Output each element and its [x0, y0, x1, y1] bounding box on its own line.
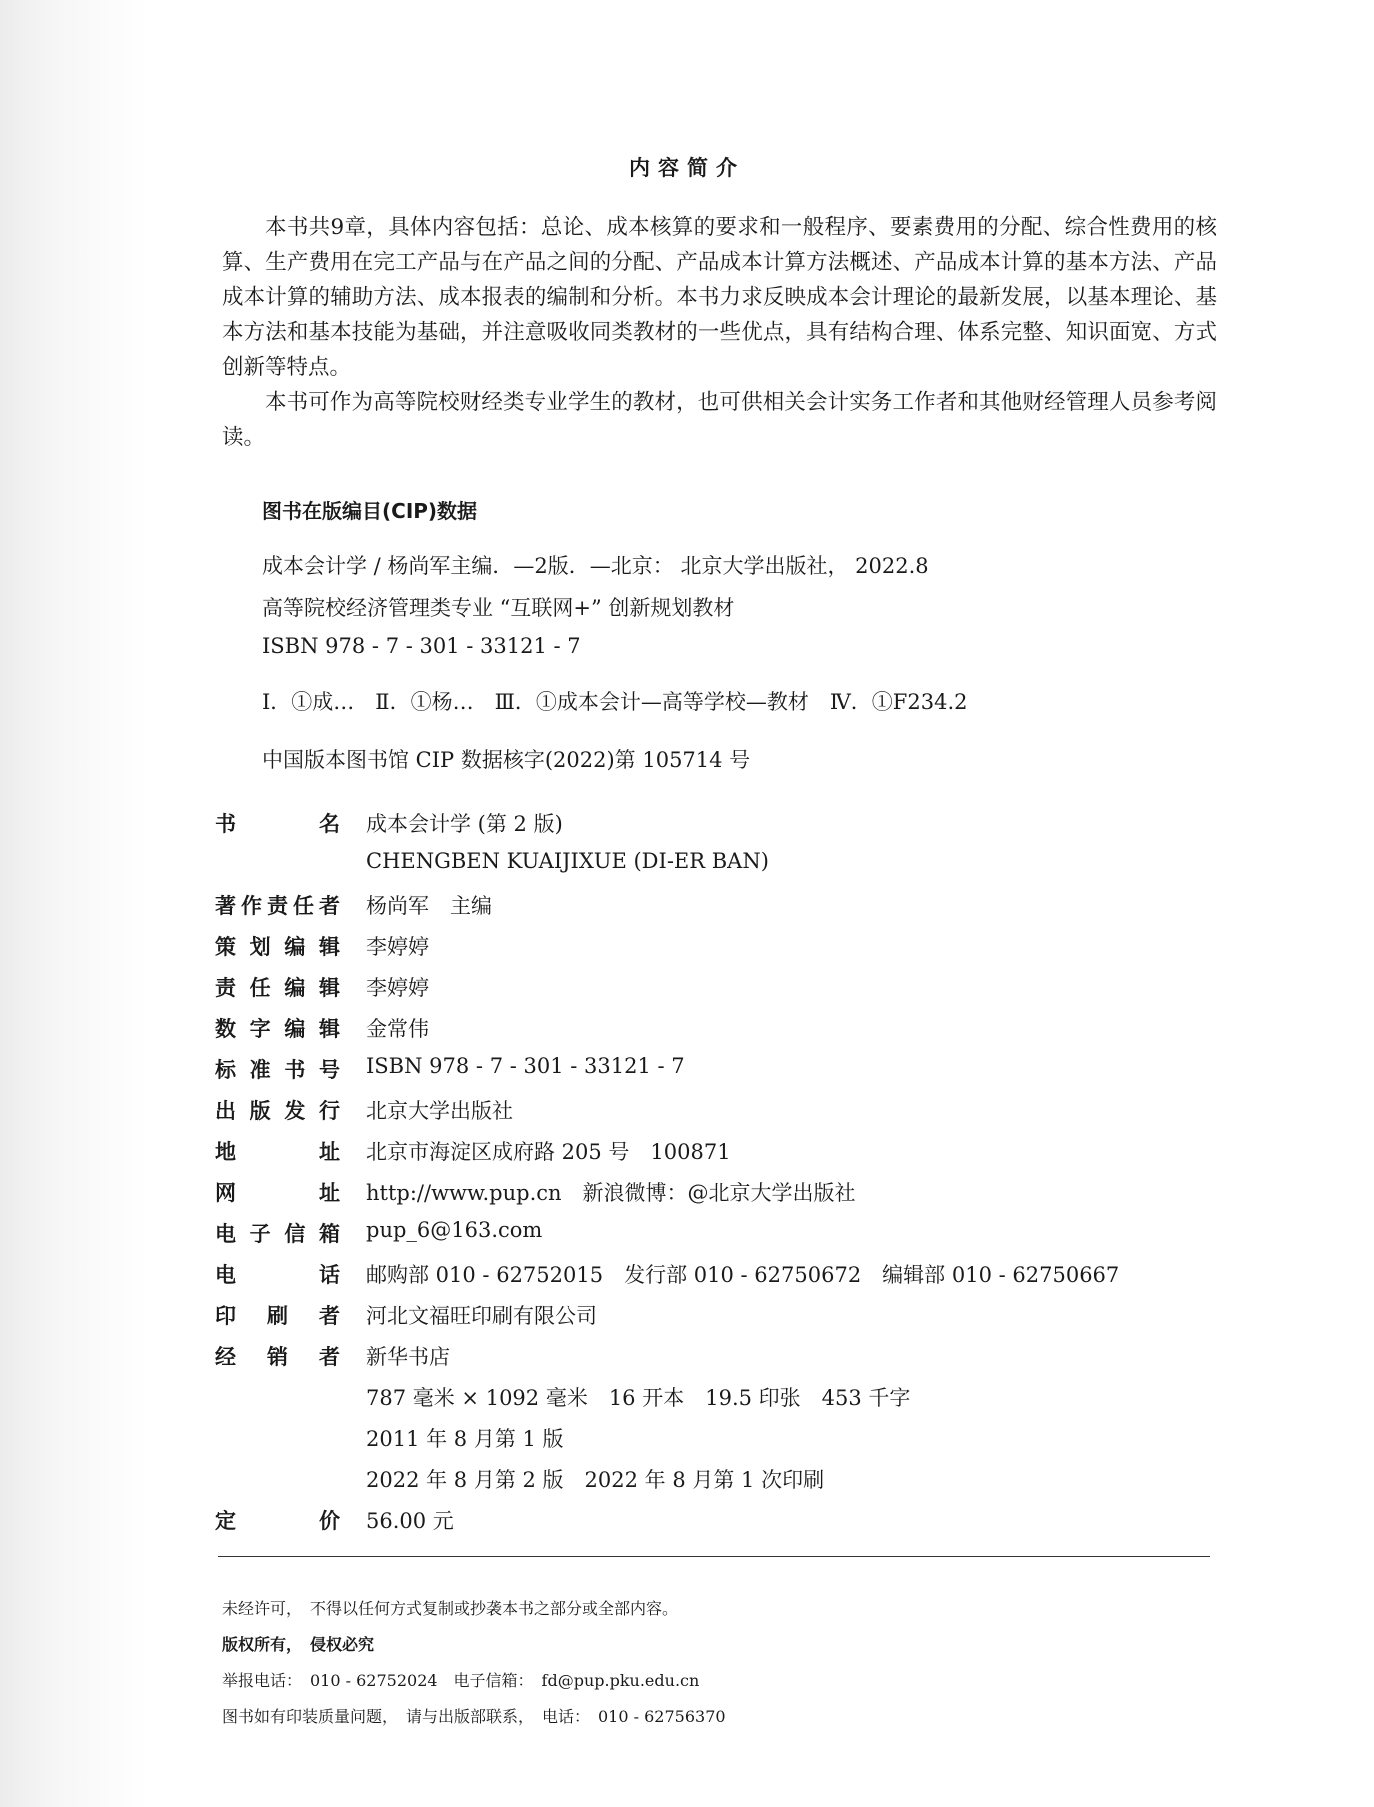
info-row-email [215, 1218, 1215, 1259]
info-label: 书名 [215, 812, 340, 836]
info-row-title-pinyin [215, 849, 1215, 890]
info-value: 787 毫米 × 1092 毫米 16 开本 19.5 印张 453 千字 [366, 1386, 911, 1410]
intro-paragraph: 本书可作为高等院校财经类专业学生的教材，也可供相关会计实务工作者和其他财经管理人员参考阅读。 [222, 390, 1217, 450]
info-label: 电子信箱 [215, 1222, 340, 1246]
info-label: 出版发行 [215, 1099, 340, 1123]
info-value: 北京市海淀区成府路 205 号 100871 [366, 1140, 731, 1164]
info-value: 邮购部 010 - 62752015 发行部 010 - 62750672 编辑部 010 - 62750667 [366, 1263, 1120, 1287]
info-label: 责任编辑 [215, 976, 340, 1000]
info-row-printer [215, 1300, 1215, 1341]
intro-body [222, 210, 1217, 455]
info-label: 网址 [215, 1181, 340, 1205]
info-value: 2022 年 8 月第 2 版 2022 年 8 月第 1 次印刷 [366, 1468, 825, 1492]
info-value: 李婷婷 [366, 935, 429, 959]
info-value: 56.00 元 [366, 1509, 454, 1533]
cip-series: 高等院校经济管理类专业 “互联网+” 创新规划教材 [262, 596, 735, 620]
info-row-digital-editor [215, 1013, 1215, 1054]
info-value: CHENGBEN KUAIJIXUE (DI-ER BAN) [366, 849, 769, 873]
info-row-address [215, 1136, 1215, 1177]
info-value: ISBN 978 - 7 - 301 - 33121 - 7 [366, 1054, 685, 1078]
info-row-isbn [215, 1054, 1215, 1095]
info-label: 数字编辑 [215, 1017, 340, 1041]
info-value: 北京大学出版社 [366, 1099, 513, 1123]
info-label: 电话 [215, 1263, 340, 1287]
intro-paragraph: 本书共9章，具体内容包括：总论、成本核算的要求和一般程序、要素费用的分配、综合性费用的核算、生产费用在完工产品与在产品之间的分配、产品成本计算方法概述、产品成本计算的基本方法、产品成本计算的辅助方法、成本报表的编制和分析。本书力求反映成本会计理论的最新发展，以基本理论、基本方法和基本技能为基础，并注意吸收同类教材的一些优点，具有结构合理、体系完整、知识面宽、方式创新等特点。 [222, 215, 1217, 380]
publication-info [215, 808, 1215, 1546]
cip-title: 图书在版编目(CIP)数据 [262, 499, 478, 523]
info-value: 金常伟 [366, 1017, 429, 1041]
cip-isbn: ISBN 978 - 7 - 301 - 33121 - 7 [262, 634, 581, 658]
info-value: 新华书店 [366, 1345, 450, 1369]
footer-quality: 图书如有印装质量问题， 请与出版部联系， 电话： 010 - 62756370 [222, 1707, 726, 1726]
info-row-price [215, 1505, 1215, 1546]
info-row-second-edition [215, 1464, 1215, 1505]
info-label: 印刷者 [215, 1304, 340, 1328]
info-row-author [215, 890, 1215, 931]
info-value: 杨尚军 主编 [366, 894, 492, 918]
info-label: 地址 [215, 1140, 340, 1164]
intro-title: 内容简介 [629, 156, 745, 180]
footer-notice: 未经许可， 不得以任何方式复制或抄袭本书之部分或全部内容。 [222, 1599, 679, 1618]
info-row-format [215, 1382, 1215, 1423]
info-value: 李婷婷 [366, 976, 429, 1000]
info-label: 策划编辑 [215, 935, 340, 959]
info-label: 著作责任者 [215, 894, 340, 918]
cip-classification: Ⅰ．①成… Ⅱ．①杨… Ⅲ．①成本会计—高等学校—教材 Ⅳ．①F234.2 [262, 690, 968, 714]
footer-report: 举报电话： 010 - 62752024 电子信箱： fd@pup.pku.edu.cn [222, 1671, 700, 1690]
info-label: 标准书号 [215, 1058, 340, 1082]
footer-copyright: 版权所有， 侵权必究 [222, 1635, 375, 1654]
info-value: pup_6@163.com [366, 1218, 543, 1242]
info-value: http://www.pup.cn 新浪微博：@北京大学出版社 [366, 1181, 856, 1205]
info-row-website [215, 1177, 1215, 1218]
divider [218, 1556, 1210, 1557]
info-value: 成本会计学 (第 2 版) [366, 812, 563, 836]
info-row-publisher [215, 1095, 1215, 1136]
info-label: 经销者 [215, 1345, 340, 1369]
info-row-responsible-editor [215, 972, 1215, 1013]
info-row-title [215, 808, 1215, 849]
scan-shadow [0, 0, 150, 1807]
info-row-first-edition [215, 1423, 1215, 1464]
info-row-planning-editor [215, 931, 1215, 972]
cip-citation: 成本会计学 / 杨尚军主编．—2版．—北京： 北京大学出版社， 2022.8 [262, 554, 929, 578]
cip-record-number: 中国版本图书馆 CIP 数据核字(2022)第 105714 号 [262, 748, 751, 772]
info-label: 定价 [215, 1509, 340, 1533]
info-row-distributor [215, 1341, 1215, 1382]
info-value: 2011 年 8 月第 1 版 [366, 1427, 564, 1451]
info-value: 河北文福旺印刷有限公司 [366, 1304, 597, 1328]
info-row-phone [215, 1259, 1215, 1300]
